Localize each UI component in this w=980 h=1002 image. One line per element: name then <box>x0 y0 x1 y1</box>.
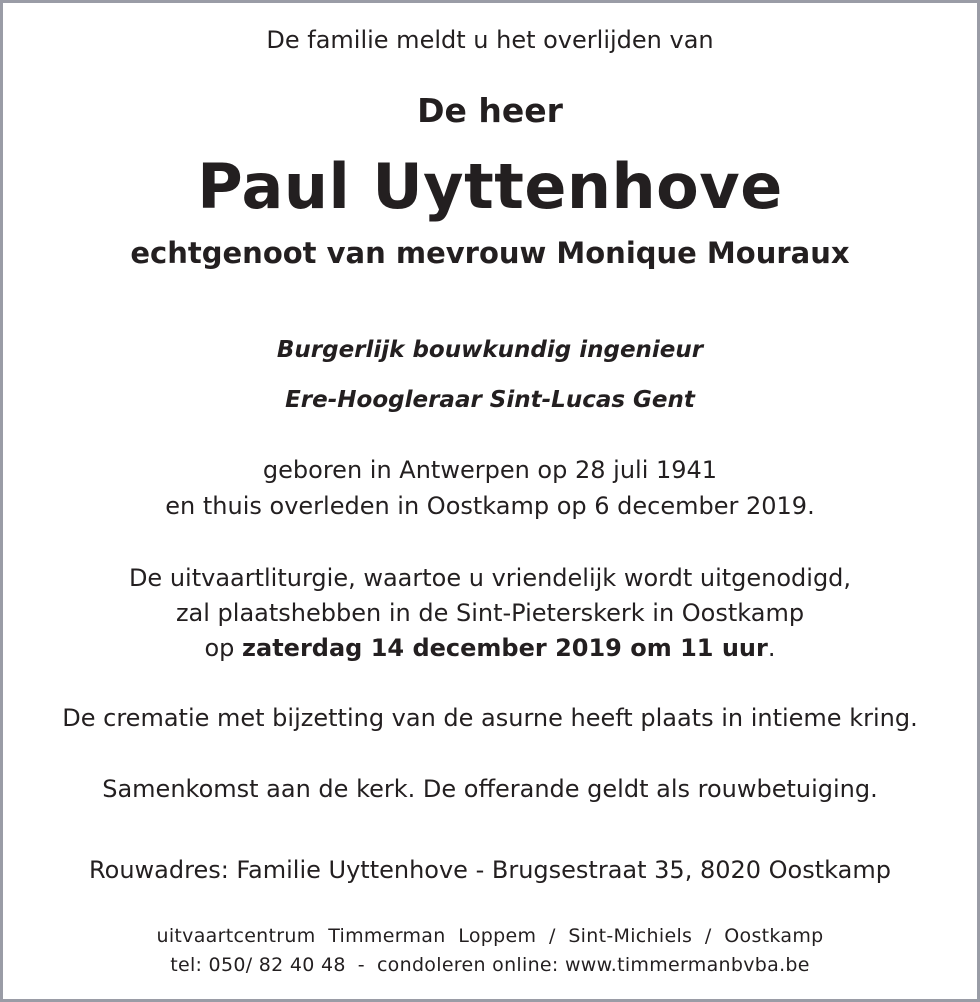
funeral-invitation-line: De uitvaartliturgie, waartoe u vriendelijk wordt uitgenodigd, <box>128 564 852 592</box>
undertaker-line: uitvaartcentrum Timmerman Loppem / Sint-Michiels / Oostkamp <box>156 925 824 947</box>
death-line: en thuis overleden in Oostkamp op 6 december 2019. <box>165 492 815 520</box>
funeral-date-line <box>0 634 980 662</box>
intro-text: De familie meldt u het overlijden van <box>266 26 714 54</box>
mourning-address: Rouwadres: Familie Uyttenhove - Brugsestraat 35, 8020 Oostkamp <box>89 856 891 884</box>
condolence-online: condoleren online: www.timmermanbvba.be <box>376 954 810 976</box>
birth-line: geboren in Antwerpen op 28 juli 1941 <box>262 456 718 484</box>
funeral-location-line: zal plaatshebben in de Sint-Pieterskerk in Oostkamp <box>175 599 805 627</box>
deceased-title: De heer <box>417 91 563 130</box>
undertaker-phone: tel: 050/ 82 40 48 <box>170 954 346 976</box>
honorary-title-line: Ere-Hoogleraar Sint-Lucas Gent <box>285 387 695 413</box>
funeral-date-prefix: op <box>204 634 243 662</box>
deceased-name: Paul Uyttenhove <box>197 150 783 223</box>
spouse-line: echtgenoot van mevrouw Monique Mouraux <box>130 236 850 270</box>
funeral-date-suffix: . <box>767 634 776 662</box>
profession-line: Burgerlijk bouwkundig ingenieur <box>276 337 704 363</box>
gathering-line: Samenkomst aan de kerk. De offerande geldt als rouwbetuiging. <box>102 775 878 803</box>
contact-separator: - <box>357 954 365 976</box>
undertaker-contact-line <box>0 954 980 976</box>
cremation-line: De crematie met bijzetting van de asurne heeft plaats in intieme kring. <box>62 704 918 732</box>
funeral-date: zaterdag 14 december 2019 om 11 uur <box>242 634 768 662</box>
